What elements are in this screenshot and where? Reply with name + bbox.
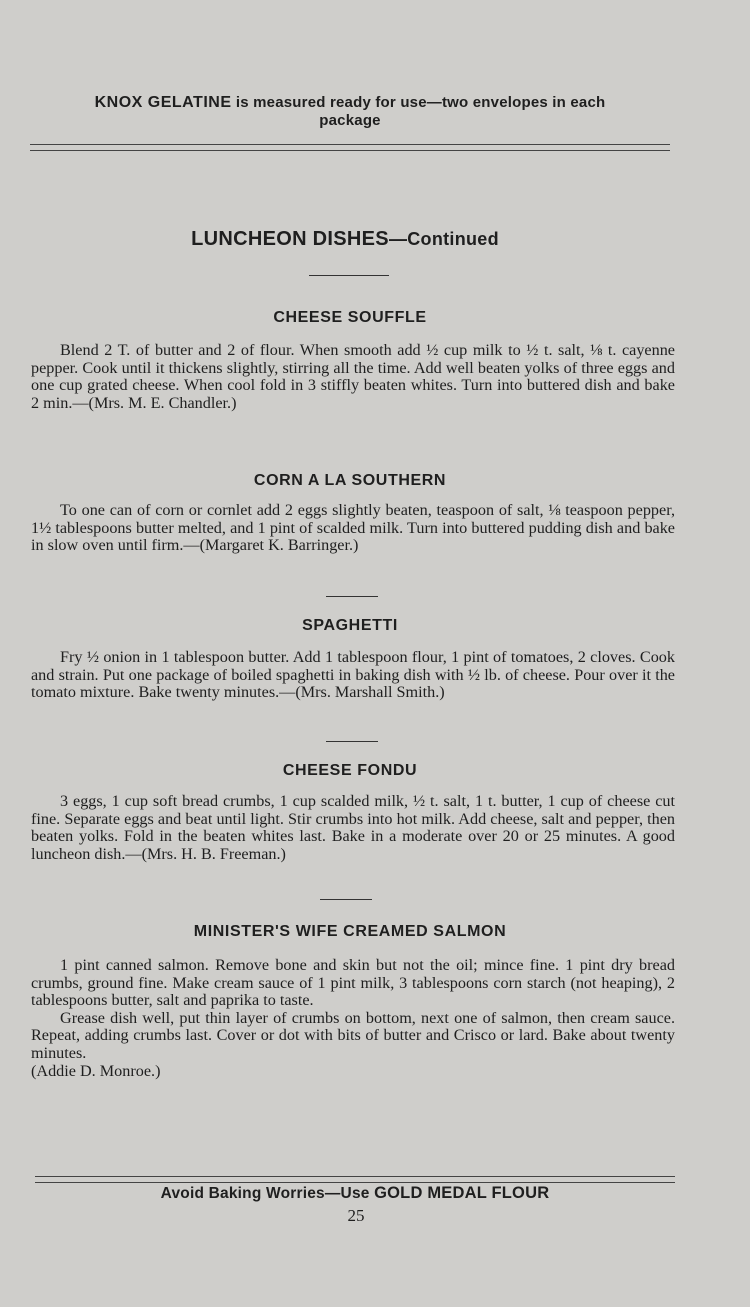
section-title-main: LUNCHEON DISHES (191, 228, 389, 250)
recipe-title: SPAGHETTI (302, 617, 398, 634)
recipe-divider (326, 596, 378, 597)
page-header-advert (30, 94, 670, 130)
header-divider (30, 144, 670, 151)
header-text-line1: is measured ready for use—two envelopes in each (231, 94, 606, 111)
recipe-body (31, 957, 675, 1080)
header-text-line2: package (319, 112, 381, 129)
recipe-title: MINISTER'S WIFE CREAMED SALMON (193, 923, 507, 940)
recipe-title: CHEESE FONDU (282, 762, 418, 779)
section-title-continued: —Continued (388, 229, 499, 249)
recipe-body (31, 342, 675, 412)
recipe-paragraph: Blend 2 T. of butter and 2 of flour. When smooth add ½ cup milk to ½ t. salt, ⅛ t. cayenne pepper. Cook until it thickens slightly, stirring all the time. Add well beaten yolks of three eggs and one cup grated cheese. When cool fold in 3 stiffly beaten whites. Turn into buttered dish and bake 2 min.—(Mrs. M. E. Chandler.) (31, 341, 675, 412)
recipe-body (31, 649, 675, 702)
footer-brand: GOLD MEDAL FLOUR (374, 1184, 550, 1202)
header-brand: KNOX GELATINE (94, 94, 232, 111)
recipe-paragraph: 3 eggs, 1 cup soft bread crumbs, 1 cup scalded milk, ½ t. salt, 1 t. butter, 1 cup of cheese cut fine. Separate eggs and beat until light. Stir crumbs into hot milk. Add cheese, salt and pepper, then beaten yolks. Fold in the beaten whites last. Bake in a moderate over 20 or 25 minutes. A good luncheon dish.—(Mrs. H. B. Freeman.) (31, 792, 675, 863)
recipe-paragraph: Fry ½ onion in 1 tablespoon butter. Add 1 tablespoon flour, 1 pint of tomatoes, 2 cloves. Cook and strain. Put one package of boiled spaghetti in baking dish with ½ lb. of cheese. Pour over it the tomato mixture. Bake twenty minutes.—(Mrs. Marshall Smith.) (31, 648, 675, 702)
recipe-signature: (Addie D. Monroe.) (31, 1061, 161, 1080)
section-title (0, 228, 690, 251)
recipe-paragraph: Grease dish well, put thin layer of crumbs on bottom, next one of salmon, then cream sauce. Repeat, adding crumbs last. Cover or dot with bits of butter and Crisco or lard. Bake about twenty minutes. (31, 1008, 675, 1062)
recipe-body (31, 793, 675, 863)
recipe-paragraph: 1 pint canned salmon. Remove bone and skin but not the oil; mince fine. 1 pint dry bread crumbs, ground fine. Make cream sauce of 1 pint milk, 3 tablespoons corn starch (not heaping), 2 tablespoons butter, salt and paprika to taste. (31, 956, 675, 1010)
page-footer-advert (30, 1184, 680, 1203)
recipe-paragraph: To one can of corn or cornlet add 2 eggs slightly beaten, teaspoon of salt, ⅛ teaspoon pepper, 1½ tablespoons butter melted, and 1 pint of scalded milk. Turn into buttered pudding dish and bake in slow oven until firm.—(Margaret K. Barringer.) (31, 501, 675, 555)
recipe-divider (326, 741, 378, 742)
recipe-title: CHEESE SOUFFLE (273, 309, 427, 326)
page-number: 25 (347, 1206, 365, 1225)
section-divider (309, 275, 389, 276)
footer-divider (35, 1176, 675, 1183)
recipe-title: CORN A LA SOUTHERN (253, 472, 447, 489)
recipe-body (31, 502, 675, 555)
recipe-divider (320, 899, 372, 900)
footer-lead: Avoid Baking Worries—Use (160, 1185, 375, 1202)
